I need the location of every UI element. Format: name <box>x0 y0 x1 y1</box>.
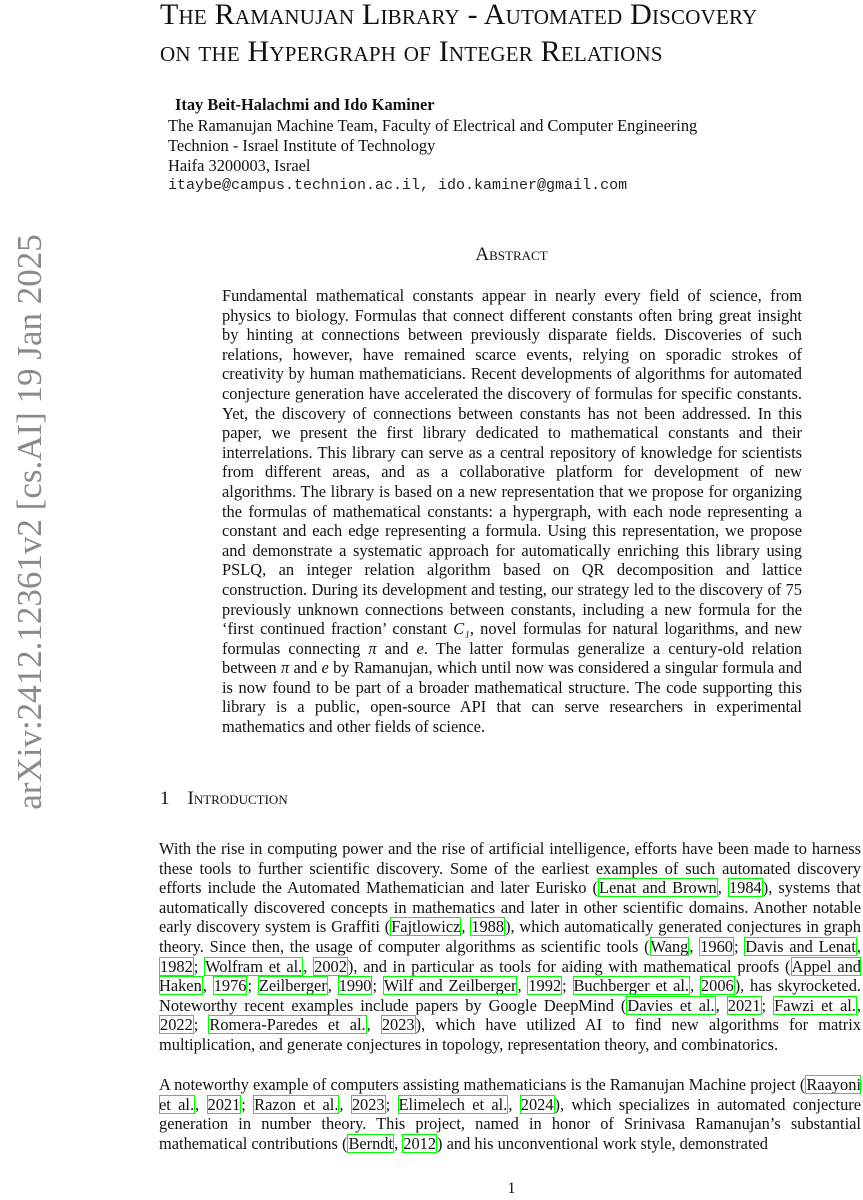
text-run: , <box>461 917 471 937</box>
author-emails[interactable]: itaybe@campus.technion.ac.il, ido.kaminer@gmail.com <box>168 177 628 194</box>
text-run: With the rise in computing power and the rise of artificial intelligence, efforts have been made to harness these tools to further scientific discovery. Some of the earliest examples of such automated discovery efforts include the Automated Mathematician and later Eurisko ( <box>159 839 861 898</box>
citation-link[interactable]: Romera-Paredes et al. <box>209 1015 366 1035</box>
text-run: ; <box>761 995 774 1015</box>
title-line-1: The Ramanujan Library - Automated Discovery <box>160 0 758 31</box>
text-run: , <box>366 1015 381 1035</box>
abstract-body <box>222 286 802 737</box>
citation-link[interactable]: Wilf and Zeilberger <box>383 976 517 996</box>
section-title: Introduction <box>187 788 288 809</box>
math-symbol: e <box>416 638 424 658</box>
intro-paragraph-1 <box>159 839 861 1055</box>
citation-link[interactable]: Razon et al. <box>254 1094 339 1114</box>
text-run: ), and in particular as tools for aiding with mathematical proofs ( <box>347 956 791 976</box>
citation-link[interactable]: Raayoni et al. <box>159 1075 861 1114</box>
text-run: , <box>303 956 314 976</box>
text-run: , <box>508 1094 520 1114</box>
paper-title <box>160 0 757 70</box>
math-symbol: π <box>368 638 377 658</box>
math-symbol: C₁ <box>453 619 470 639</box>
affiliation <box>168 116 697 196</box>
text-run: by Ramanujan, which until now was considered a singular formula and is now found to be part of a broader mathematical structure. The code supporting this library is a public, open-source API that can serve researchers in experimental mathematics and other fields of science. <box>222 658 802 737</box>
text-run: ; <box>247 976 258 996</box>
text-run: ), systems that automatically discovered concepts in mathematics and later in other scientific domains. Another notable early discovery system is Graffiti ( <box>159 878 861 937</box>
text-run: , novel formulas for natural logarithms, and new formulas connecting <box>222 619 802 658</box>
text-run: ; <box>372 976 383 996</box>
citation-link[interactable]: Fawzi et al. <box>774 995 856 1015</box>
text-run: ), has skyrocketed. Noteworthy recent examples include papers by Google DeepMind ( <box>159 976 861 1015</box>
citation-link[interactable]: Berndt <box>348 1133 394 1153</box>
citation-link[interactable]: Davies et al. <box>627 995 715 1015</box>
text-run: A noteworthy example of computers assisting mathematicians is the Ramanujan Machine project ( <box>159 1075 806 1094</box>
citation-link[interactable]: Davis and Lenat <box>745 936 856 956</box>
abstract-heading: Abstract <box>475 244 548 265</box>
text-run: , <box>394 1133 403 1153</box>
text-run: ) and his unconventional work style, demonstrated <box>437 1133 768 1153</box>
text-run: , <box>717 878 728 898</box>
text-run: Fundamental mathematical constants appear in nearly every field of science, from physics to biology. Formulas that connect different constants often bring great insight by hinting at connections between previously disparate fields. Discoveries of such relations, however, have remained scarce events, relying on sporadic strokes of creativity by human mathematicians. Recent developments of algorithms for automated conjecture generation have accelerated the discovery of formulas for specific constants. Yet, the discovery of connections between constants has not been addressed. In this paper, we present the first library dedicated to mathematical constants and their interrelations. This library can serve as a central repository of knowledge for scientists from different areas, and as a collaborative platform for development of new algorithms. The library is based on a new representation that we propose for organizing the formulas of mathematical constants: a hypergraph, with each node representing a constant and each edge representing a formula. Using this representation, we propose and demonstrate a systematic approach for automatically enriching this library using PSLQ, an integer relation algorithm based on QR decomposition and lattice construction. During its development and testing, our strategy led to the discovery of 75 previously unknown connections between constants, including a new formula for the ‘first continued fraction’ constant <box>222 286 802 639</box>
text-run: and <box>376 638 417 658</box>
text-run: , <box>517 976 528 996</box>
citation-link[interactable]: 2012 <box>403 1133 437 1153</box>
math-symbol: π <box>280 658 290 678</box>
math-symbol: e <box>321 658 329 678</box>
citation-link[interactable]: 1984 <box>728 878 762 898</box>
text-run: , <box>202 976 213 996</box>
text-run: , <box>690 976 700 996</box>
text-run: , <box>689 936 700 956</box>
text-run: , <box>195 1094 207 1114</box>
page-number: 1 <box>507 1180 516 1197</box>
arxiv-identifier: arXiv:2412.12361v2 [cs.AI] 19 Jan 2025 <box>10 234 49 810</box>
text-run: , <box>856 936 862 956</box>
text-run: , <box>327 976 338 996</box>
citation-link[interactable]: 1990 <box>338 976 372 996</box>
text-run: ; <box>385 1094 398 1114</box>
text-run: , <box>715 995 727 1015</box>
title-line-2: on the Hypergraph of Integer Relations <box>160 35 663 68</box>
text-run: ; <box>733 936 745 956</box>
text-run: ), which have utilized AI to find new algorithms for matrix multiplication, and generate conjectures in topology, representation theory, and combinatorics. <box>159 1015 861 1054</box>
citation-link[interactable]: 1960 <box>700 936 733 956</box>
citation-link[interactable]: 2021 <box>207 1094 241 1114</box>
citation-link[interactable]: 1976 <box>213 976 247 996</box>
citation-link[interactable]: 2024 <box>520 1094 554 1114</box>
text-run: and <box>289 658 322 678</box>
citation-link[interactable]: 1992 <box>528 976 562 996</box>
authors: Itay Beit-Halachmi and Ido Kaminer <box>175 95 435 114</box>
citation-link[interactable]: 2002 <box>314 956 347 976</box>
citation-link[interactable]: Wang <box>650 936 689 956</box>
text-run: , <box>856 995 861 1015</box>
text-run: ), which automatically generated conjectures in graph theory. Since then, the usage of computer algorithms as scientific tools ( <box>159 917 861 956</box>
citation-link[interactable]: 1982 <box>160 956 193 976</box>
citation-link[interactable]: Zeilberger <box>258 976 327 996</box>
affiliation-line: Haifa 3200003, Israel <box>168 156 311 175</box>
text-run: ; <box>241 1094 254 1114</box>
text-run: ; <box>562 976 573 996</box>
citation-link[interactable]: 2006 <box>700 976 734 996</box>
text-run: , <box>339 1094 351 1114</box>
citation-link[interactable]: 2023 <box>381 1015 415 1035</box>
citation-link[interactable]: Fajtlowicz <box>391 917 461 937</box>
citation-link[interactable]: Appel and Haken <box>159 956 861 996</box>
text-run: ), which specializes in automated conjecture generation in number theory. This project, named in honor of Srinivasa Ramanujan’s substantial mathematical contributions ( <box>159 1094 861 1153</box>
citation-link[interactable]: 2023 <box>351 1094 385 1114</box>
citation-link[interactable]: Lenat and Brown <box>598 878 717 898</box>
citation-link[interactable]: 1988 <box>471 917 505 937</box>
affiliation-line: Technion - Israel Institute of Technology <box>168 136 436 155</box>
citation-link[interactable]: Buchberger et al. <box>573 976 690 996</box>
section-number: 1 <box>160 788 170 809</box>
text-run: ; <box>193 1015 209 1035</box>
citation-link[interactable]: Wolfram et al. <box>205 956 303 976</box>
citation-link[interactable]: 2021 <box>727 995 761 1015</box>
intro-paragraph-2 <box>159 1075 861 1153</box>
citation-link[interactable]: 2022 <box>160 1015 193 1035</box>
text-run: . The latter formulas generalize a century-old relation between <box>222 638 802 678</box>
citation-link[interactable]: Elimelech et al. <box>398 1094 508 1114</box>
affiliation-line: The Ramanujan Machine Team, Faculty of Electrical and Computer Engineering <box>168 116 698 135</box>
text-run: ; <box>193 956 205 976</box>
section-heading <box>160 788 306 810</box>
